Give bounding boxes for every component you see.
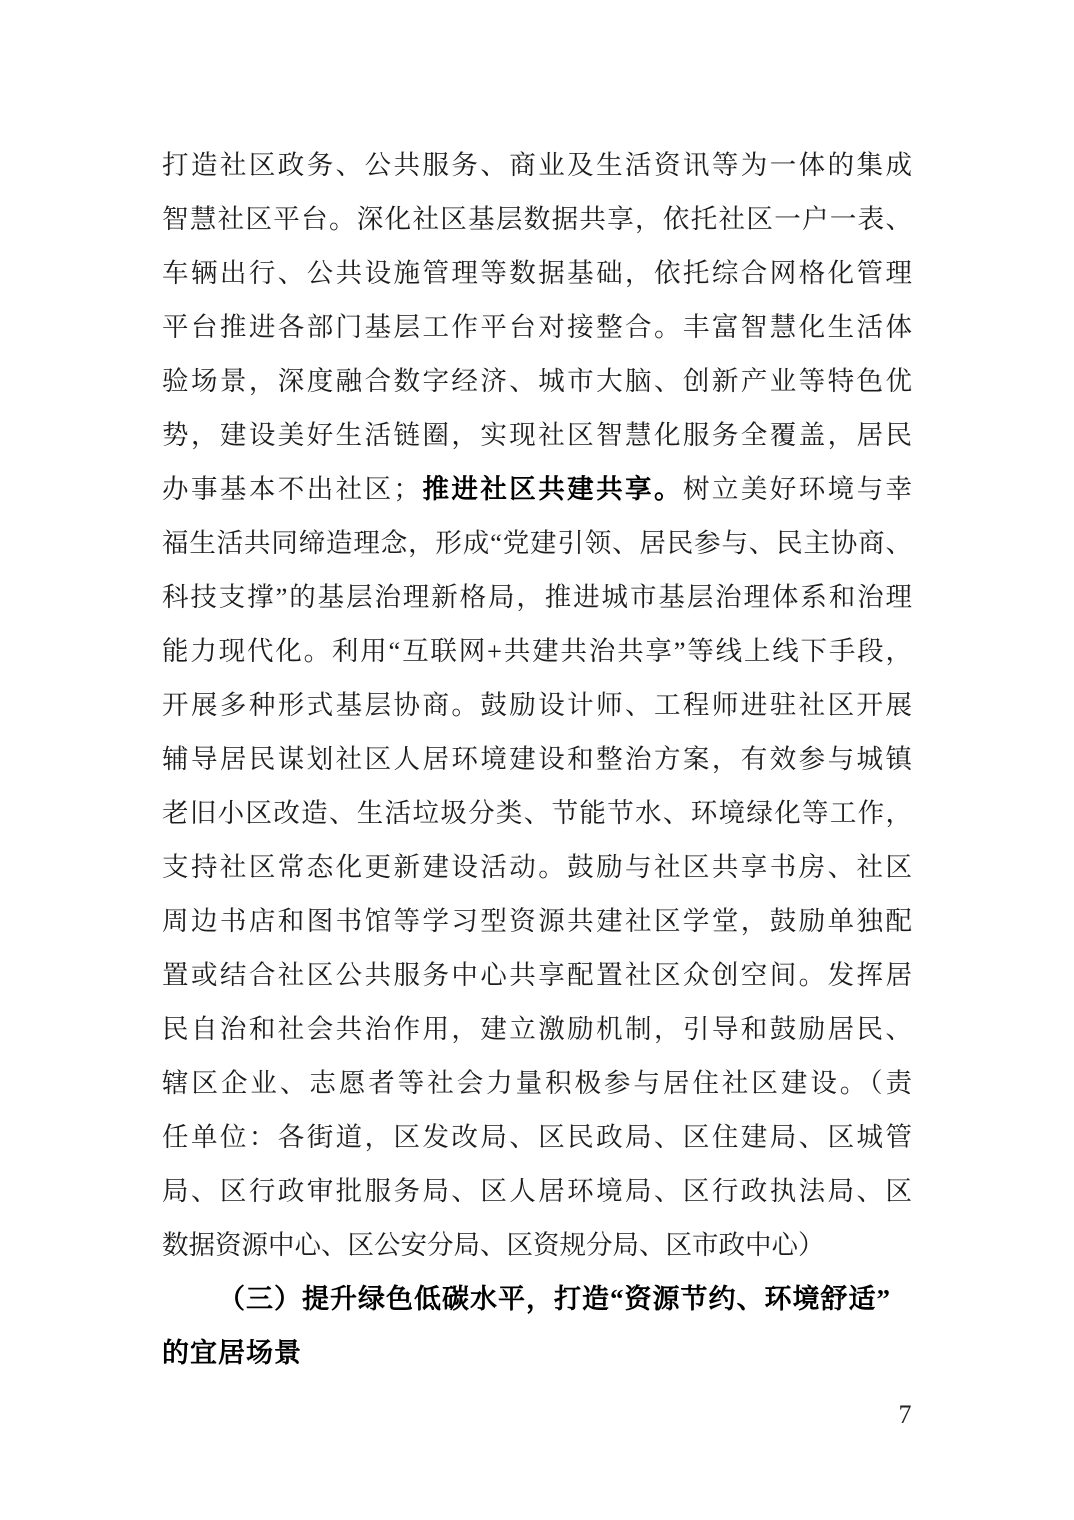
body-text-line xyxy=(162,1164,912,1218)
body-text-line xyxy=(162,678,912,732)
body-text-run: 验场景，深度融合数字经济、城市大脑、创新产业等特色优 xyxy=(162,366,912,396)
body-text-run: 周边书店和图书馆等学习型资源共建社区学堂，鼓励单独配 xyxy=(162,906,912,936)
body-text-line xyxy=(162,246,912,300)
body-paragraph xyxy=(162,138,912,1272)
section-heading-line: 的宜居场景 xyxy=(162,1338,302,1368)
bold-emphasis-text: 推进社区共建共享。 xyxy=(420,474,683,504)
body-text-line xyxy=(162,1110,912,1164)
body-text-run: 辅导居民谋划社区人居环境建设和整治方案，有效参与城镇 xyxy=(162,744,912,774)
body-text-line xyxy=(162,840,912,894)
body-text-line xyxy=(162,894,912,948)
body-text-line xyxy=(162,516,912,570)
body-text-line xyxy=(162,732,912,786)
body-text-run: 老旧小区改造、生活垃圾分类、节能节水、环境绿化等工作， xyxy=(162,798,912,828)
body-text-run: 打造社区政务、公共服务、商业及生活资讯等为一体的集成 xyxy=(162,150,912,180)
body-text-line xyxy=(162,1218,912,1272)
body-text-line xyxy=(162,462,912,516)
body-text-run: 能力现代化。利用“互联网+共建共治共享”等线上线下手段， xyxy=(162,636,912,666)
body-text-line xyxy=(162,300,912,354)
body-text-line xyxy=(162,354,912,408)
body-text-run: 辖区企业、志愿者等社会力量积极参与居住社区建设。（责 xyxy=(162,1068,912,1098)
section-heading xyxy=(162,1272,912,1380)
body-text-line xyxy=(162,624,912,678)
body-text-run: 开展多种形式基层协商。鼓励设计师、工程师进驻社区开展 xyxy=(162,690,912,720)
body-text-line xyxy=(162,786,912,840)
body-text-run: 局、区行政审批服务局、区人居环境局、区行政执法局、区 xyxy=(162,1176,912,1206)
body-text-run: 置或结合社区公共服务中心共享配置社区众创空间。发挥居 xyxy=(162,960,912,990)
body-text-run: 势，建设美好生活链圈，实现社区智慧化服务全覆盖，居民 xyxy=(162,420,912,450)
body-text-run: 办事基本不出社区； xyxy=(162,474,421,504)
body-text-run: 民自治和社会共治作用，建立激励机制，引导和鼓励居民、 xyxy=(162,1014,912,1044)
page-number: 7 xyxy=(898,1400,912,1429)
body-text-line xyxy=(162,1056,912,1110)
section-heading-line: （三）提升绿色低碳水平，打造“资源节约、环境舒适” xyxy=(218,1284,891,1314)
body-text-run: 支持社区常态化更新建设活动。鼓励与社区共享书房、社区 xyxy=(162,852,912,882)
body-text-line xyxy=(162,192,912,246)
body-text-run: 平台推进各部门基层工作平台对接整合。丰富智慧化生活体 xyxy=(162,312,912,342)
body-text-run: 树立美好环境与幸 xyxy=(682,474,912,504)
body-text-run: 车辆出行、公共设施管理等数据基础，依托综合网格化管理 xyxy=(162,258,912,288)
body-text-line xyxy=(162,408,912,462)
body-text-line xyxy=(162,138,912,192)
body-text-line xyxy=(162,1002,912,1056)
body-text-run: 智慧社区平台。深化社区基层数据共享，依托社区一户一表、 xyxy=(162,204,912,234)
body-text-run: 任单位：各街道，区发改局、区民政局、区住建局、区城管 xyxy=(162,1122,912,1152)
document-content xyxy=(162,138,912,1380)
body-text-line xyxy=(162,948,912,1002)
body-text-run: 福生活共同缔造理念，形成“党建引领、居民参与、民主协商、 xyxy=(162,528,912,558)
body-text-run: 科技支撑”的基层治理新格局，推进城市基层治理体系和治理 xyxy=(162,582,912,612)
body-text-line xyxy=(162,570,912,624)
body-text-run: 数据资源中心、区公安分局、区资规分局、区市政中心） xyxy=(162,1230,825,1260)
